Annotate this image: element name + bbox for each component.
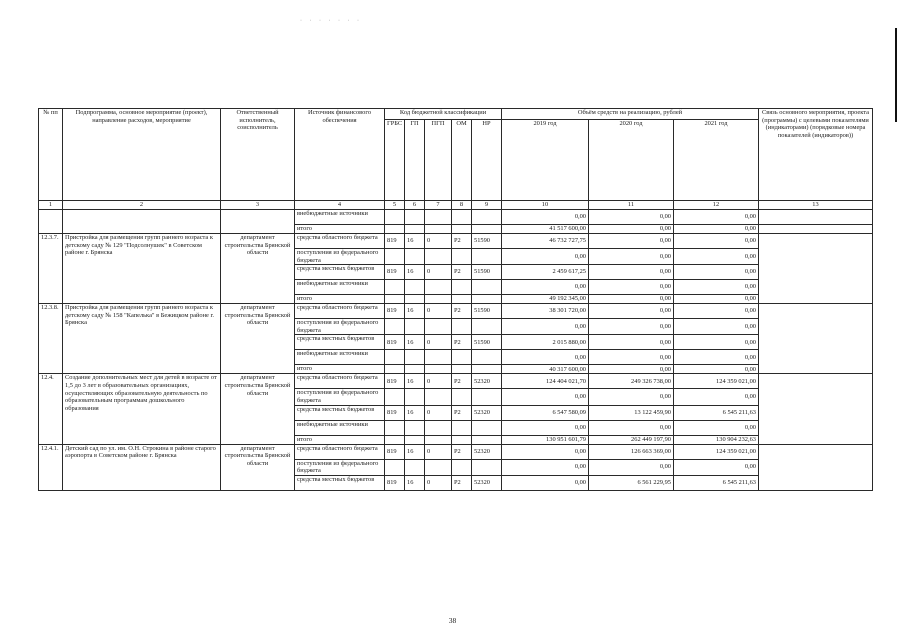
amount-2020: 0,00 bbox=[589, 319, 674, 335]
scan-edge-line bbox=[895, 28, 897, 122]
source-cell: средства областного бюджета bbox=[295, 304, 385, 319]
amount-2020: 0,00 bbox=[589, 295, 674, 304]
column-number: 8 bbox=[452, 201, 472, 210]
scan-speckles: · · · · · · · bbox=[300, 18, 362, 24]
code-om: P2 bbox=[452, 304, 472, 319]
code-om: P2 bbox=[452, 444, 472, 459]
source-cell: средства местных бюджетов bbox=[295, 335, 385, 350]
item-responsible: департамент строительства Брянской области bbox=[221, 374, 295, 444]
code-grbs: 819 bbox=[385, 405, 405, 420]
header-link: Связь основного мероприятия, проекта (программы) с целевыми показателями (индикаторами) (порядковые номера показателей (индикаторов)) bbox=[759, 109, 873, 201]
code-pgp: 0 bbox=[425, 335, 452, 350]
amount-2020: 0,00 bbox=[589, 389, 674, 405]
code-pgp: 0 bbox=[425, 475, 452, 490]
source-cell: средства местных бюджетов bbox=[295, 405, 385, 420]
code-om bbox=[452, 295, 472, 304]
source-cell: итого bbox=[295, 365, 385, 374]
amount-2020: 126 663 369,00 bbox=[589, 444, 674, 459]
amount-2019: 130 951 601,79 bbox=[502, 435, 589, 444]
amount-2019: 6 547 580,09 bbox=[502, 405, 589, 420]
column-number-row bbox=[39, 201, 873, 210]
column-number: 2 bbox=[63, 201, 221, 210]
column-number: 7 bbox=[425, 201, 452, 210]
code-grbs bbox=[385, 365, 405, 374]
code-np bbox=[472, 389, 502, 405]
amount-2021: 0,00 bbox=[674, 280, 759, 295]
code-np bbox=[472, 350, 502, 365]
item-name: Детский сад по ул. им. О.Н. Строкина в районе старого аэропорта в Советском районе г. Брянска bbox=[63, 444, 221, 490]
amount-2021: 0,00 bbox=[674, 420, 759, 435]
code-np: 52320 bbox=[472, 405, 502, 420]
code-pgp bbox=[425, 319, 452, 335]
table-row bbox=[39, 374, 873, 389]
code-np: 51590 bbox=[472, 234, 502, 249]
code-np bbox=[472, 295, 502, 304]
code-np bbox=[472, 249, 502, 265]
code-grbs: 819 bbox=[385, 304, 405, 319]
table-row bbox=[39, 304, 873, 319]
amount-2021: 0,00 bbox=[674, 249, 759, 265]
header-no: № пп bbox=[39, 109, 63, 201]
column-number: 9 bbox=[472, 201, 502, 210]
carry-no bbox=[39, 210, 63, 234]
code-np bbox=[472, 420, 502, 435]
code-gp: 16 bbox=[405, 374, 425, 389]
amount-2020: 0,00 bbox=[589, 265, 674, 280]
header-responsible: Ответственный исполнитель, соисполнитель bbox=[221, 109, 295, 201]
code-pgp: 0 bbox=[425, 265, 452, 280]
amount-2020: 0,00 bbox=[589, 365, 674, 374]
code-grbs bbox=[385, 420, 405, 435]
code-gp bbox=[405, 365, 425, 374]
code-om bbox=[452, 319, 472, 335]
code-gp: 16 bbox=[405, 475, 425, 490]
source-cell: поступления из федерального бюджета bbox=[295, 249, 385, 265]
link-cell bbox=[759, 374, 873, 444]
source-cell: средства областного бюджета bbox=[295, 444, 385, 459]
header-pgp: ПГП bbox=[425, 120, 452, 201]
table-row bbox=[39, 444, 873, 459]
code-cell bbox=[405, 225, 425, 234]
amount-2019: 49 192 345,00 bbox=[502, 295, 589, 304]
amount-2019: 41 517 600,00 bbox=[502, 225, 589, 234]
header-volume: Объём средств на реализацию, рублей bbox=[502, 109, 759, 120]
amount-2019: 124 404 021,70 bbox=[502, 374, 589, 389]
amount-2019: 0,00 bbox=[502, 389, 589, 405]
header-gp: ГП bbox=[405, 120, 425, 201]
source-cell: внебюджетные источники bbox=[295, 350, 385, 365]
amount-2019: 0,00 bbox=[502, 249, 589, 265]
amount-2021: 0,00 bbox=[674, 210, 759, 225]
code-gp: 16 bbox=[405, 234, 425, 249]
amount-2020: 0,00 bbox=[589, 210, 674, 225]
code-grbs bbox=[385, 459, 405, 475]
code-gp: 16 bbox=[405, 444, 425, 459]
link-cell bbox=[759, 234, 873, 304]
item-number: 12.3.7. bbox=[39, 234, 63, 304]
code-grbs bbox=[385, 389, 405, 405]
amount-2021: 0,00 bbox=[674, 265, 759, 280]
item-name: Пристройка для размещения групп раннего возраста к детскому саду № 129 "Подсолнушек" в Советском районе г. Брянска bbox=[63, 234, 221, 304]
code-pgp: 0 bbox=[425, 405, 452, 420]
amount-2020: 0,00 bbox=[589, 225, 674, 234]
item-number: 12.4.1. bbox=[39, 444, 63, 490]
code-grbs: 819 bbox=[385, 374, 405, 389]
source-cell: средства областного бюджета bbox=[295, 234, 385, 249]
column-number: 4 bbox=[295, 201, 385, 210]
carry-program bbox=[63, 210, 221, 234]
item-responsible: департамент строительства Брянской области bbox=[221, 444, 295, 490]
code-pgp: 0 bbox=[425, 444, 452, 459]
amount-2019: 0,00 bbox=[502, 475, 589, 490]
code-grbs: 819 bbox=[385, 475, 405, 490]
table-row bbox=[39, 234, 873, 249]
table-row bbox=[39, 210, 873, 225]
code-om bbox=[452, 350, 472, 365]
amount-2020: 0,00 bbox=[589, 249, 674, 265]
code-gp bbox=[405, 295, 425, 304]
code-pgp bbox=[425, 389, 452, 405]
code-om: P2 bbox=[452, 335, 472, 350]
code-gp: 16 bbox=[405, 265, 425, 280]
code-grbs bbox=[385, 435, 405, 444]
code-np bbox=[472, 435, 502, 444]
code-np bbox=[472, 319, 502, 335]
budget-table bbox=[38, 108, 873, 491]
header-2019: 2019 год bbox=[502, 120, 589, 201]
code-grbs bbox=[385, 249, 405, 265]
code-gp bbox=[405, 280, 425, 295]
code-grbs: 819 bbox=[385, 444, 405, 459]
table-body bbox=[39, 201, 873, 491]
header-row-1 bbox=[39, 109, 873, 120]
amount-2021: 0,00 bbox=[674, 234, 759, 249]
code-pgp bbox=[425, 420, 452, 435]
code-cell bbox=[405, 210, 425, 225]
header-np: НР bbox=[472, 120, 502, 201]
code-pgp: 0 bbox=[425, 304, 452, 319]
item-number: 12.3.8. bbox=[39, 304, 63, 374]
item-name: Пристройка для размещения групп раннего возраста к детскому саду № 158 "Капелька" в Бежицком районе г. Брянска bbox=[63, 304, 221, 374]
code-cell bbox=[472, 225, 502, 234]
column-number: 6 bbox=[405, 201, 425, 210]
code-np: 51590 bbox=[472, 265, 502, 280]
amount-2020: 6 561 229,95 bbox=[589, 475, 674, 490]
code-om bbox=[452, 389, 472, 405]
column-number: 12 bbox=[674, 201, 759, 210]
amount-2019: 0,00 bbox=[502, 444, 589, 459]
code-grbs bbox=[385, 280, 405, 295]
amount-2021: 0,00 bbox=[674, 365, 759, 374]
code-gp: 16 bbox=[405, 405, 425, 420]
source-cell: итого bbox=[295, 225, 385, 234]
amount-2019: 40 317 600,00 bbox=[502, 365, 589, 374]
amount-2019: 2 015 880,00 bbox=[502, 335, 589, 350]
amount-2021: 6 545 211,63 bbox=[674, 405, 759, 420]
code-grbs bbox=[385, 319, 405, 335]
item-number: 12.4. bbox=[39, 374, 63, 444]
code-gp: 16 bbox=[405, 335, 425, 350]
code-gp bbox=[405, 389, 425, 405]
header-2021: 2021 год bbox=[674, 120, 759, 201]
amount-2020: 262 449 197,90 bbox=[589, 435, 674, 444]
code-pgp bbox=[425, 459, 452, 475]
amount-2021: 0,00 bbox=[674, 459, 759, 475]
amount-2019: 0,00 bbox=[502, 319, 589, 335]
link-cell bbox=[759, 444, 873, 490]
code-om bbox=[452, 249, 472, 265]
source-cell: итого bbox=[295, 295, 385, 304]
amount-2020: 0,00 bbox=[589, 350, 674, 365]
code-om bbox=[452, 459, 472, 475]
code-gp bbox=[405, 420, 425, 435]
code-grbs: 819 bbox=[385, 234, 405, 249]
amount-2019: 46 732 727,75 bbox=[502, 234, 589, 249]
code-om: P2 bbox=[452, 405, 472, 420]
code-gp bbox=[405, 435, 425, 444]
header-om: ОМ bbox=[452, 120, 472, 201]
item-name: Создание дополнительных мест для детей в возрасте от 1,5 до 3 лет в образовательных организациях, осуществляющих образовательную деятельность по образовательным программам дошкольного образования bbox=[63, 374, 221, 444]
code-grbs bbox=[385, 350, 405, 365]
code-pgp bbox=[425, 350, 452, 365]
source-cell: поступления из федерального бюджета bbox=[295, 319, 385, 335]
amount-2021: 0,00 bbox=[674, 319, 759, 335]
code-pgp: 0 bbox=[425, 234, 452, 249]
link-cell bbox=[759, 225, 873, 234]
source-cell: поступления из федерального бюджета bbox=[295, 389, 385, 405]
source-cell: средства областного бюджета bbox=[295, 374, 385, 389]
code-gp bbox=[405, 249, 425, 265]
amount-2019: 0,00 bbox=[502, 459, 589, 475]
amount-2020: 0,00 bbox=[589, 420, 674, 435]
column-number: 10 bbox=[502, 201, 589, 210]
column-number: 13 bbox=[759, 201, 873, 210]
amount-2021: 130 904 232,63 bbox=[674, 435, 759, 444]
header-budget-code: Код бюджетной классификации bbox=[385, 109, 502, 120]
item-responsible: департамент строительства Брянской области bbox=[221, 304, 295, 374]
code-om: P2 bbox=[452, 475, 472, 490]
code-gp: 16 bbox=[405, 304, 425, 319]
page-number: 38 bbox=[448, 616, 457, 625]
header-program: Подпрограмма, основное мероприятие (проект), направление расходов, мероприятие bbox=[63, 109, 221, 201]
source-cell: внебюджетные источники bbox=[295, 420, 385, 435]
column-number: 11 bbox=[589, 201, 674, 210]
code-grbs bbox=[385, 295, 405, 304]
header-2020: 2020 год bbox=[589, 120, 674, 201]
amount-2019: 2 459 617,25 bbox=[502, 265, 589, 280]
amount-2021: 0,00 bbox=[674, 225, 759, 234]
amount-2019: 38 301 720,00 bbox=[502, 304, 589, 319]
amount-2021: 0,00 bbox=[674, 389, 759, 405]
link-cell bbox=[759, 304, 873, 374]
code-np: 51590 bbox=[472, 335, 502, 350]
amount-2020: 249 326 738,00 bbox=[589, 374, 674, 389]
amount-2020: 0,00 bbox=[589, 280, 674, 295]
code-pgp bbox=[425, 249, 452, 265]
code-cell bbox=[385, 225, 405, 234]
code-cell bbox=[472, 210, 502, 225]
amount-2021: 0,00 bbox=[674, 304, 759, 319]
code-pgp: 0 bbox=[425, 374, 452, 389]
code-grbs: 819 bbox=[385, 265, 405, 280]
amount-2020: 0,00 bbox=[589, 459, 674, 475]
link-cell bbox=[759, 210, 873, 225]
amount-2020: 13 122 459,90 bbox=[589, 405, 674, 420]
code-gp bbox=[405, 319, 425, 335]
code-om bbox=[452, 365, 472, 374]
carry-responsible bbox=[221, 210, 295, 234]
code-np: 52320 bbox=[472, 444, 502, 459]
code-np: 52320 bbox=[472, 475, 502, 490]
code-cell bbox=[452, 225, 472, 234]
code-om bbox=[452, 435, 472, 444]
source-cell: внебюджетные источники bbox=[295, 210, 385, 225]
amount-2021: 6 545 211,63 bbox=[674, 475, 759, 490]
header-grbs: ГРБС bbox=[385, 120, 405, 201]
amount-2021: 0,00 bbox=[674, 295, 759, 304]
code-np bbox=[472, 280, 502, 295]
source-cell: итого bbox=[295, 435, 385, 444]
header-source: Источник финансового обеспечения bbox=[295, 109, 385, 201]
code-gp bbox=[405, 350, 425, 365]
amount-2019: 0,00 bbox=[502, 280, 589, 295]
code-om: P2 bbox=[452, 374, 472, 389]
amount-2021: 0,00 bbox=[674, 350, 759, 365]
code-om: P2 bbox=[452, 265, 472, 280]
amount-2019: 0,00 bbox=[502, 350, 589, 365]
amount-2020: 0,00 bbox=[589, 304, 674, 319]
column-number: 3 bbox=[221, 201, 295, 210]
code-cell bbox=[452, 210, 472, 225]
code-np bbox=[472, 459, 502, 475]
code-cell bbox=[385, 210, 405, 225]
code-pgp bbox=[425, 435, 452, 444]
column-number: 1 bbox=[39, 201, 63, 210]
code-gp bbox=[405, 459, 425, 475]
column-number: 5 bbox=[385, 201, 405, 210]
code-np bbox=[472, 365, 502, 374]
amount-2021: 124 359 021,00 bbox=[674, 444, 759, 459]
item-responsible: департамент строительства Брянской области bbox=[221, 234, 295, 304]
code-pgp bbox=[425, 365, 452, 374]
amount-2021: 0,00 bbox=[674, 335, 759, 350]
amount-2021: 124 359 021,00 bbox=[674, 374, 759, 389]
amount-2020: 0,00 bbox=[589, 335, 674, 350]
code-cell bbox=[425, 225, 452, 234]
code-cell bbox=[425, 210, 452, 225]
code-grbs: 819 bbox=[385, 335, 405, 350]
source-cell: средства местных бюджетов bbox=[295, 475, 385, 490]
code-pgp bbox=[425, 280, 452, 295]
code-om: P2 bbox=[452, 234, 472, 249]
source-cell: внебюджетные источники bbox=[295, 280, 385, 295]
code-pgp bbox=[425, 295, 452, 304]
source-cell: средства местных бюджетов bbox=[295, 265, 385, 280]
code-np: 52320 bbox=[472, 374, 502, 389]
amount-2019: 0,00 bbox=[502, 210, 589, 225]
code-np: 51590 bbox=[472, 304, 502, 319]
amount-2020: 0,00 bbox=[589, 234, 674, 249]
amount-2019: 0,00 bbox=[502, 420, 589, 435]
code-om bbox=[452, 280, 472, 295]
code-om bbox=[452, 420, 472, 435]
source-cell: поступления из федерального бюджета bbox=[295, 459, 385, 475]
